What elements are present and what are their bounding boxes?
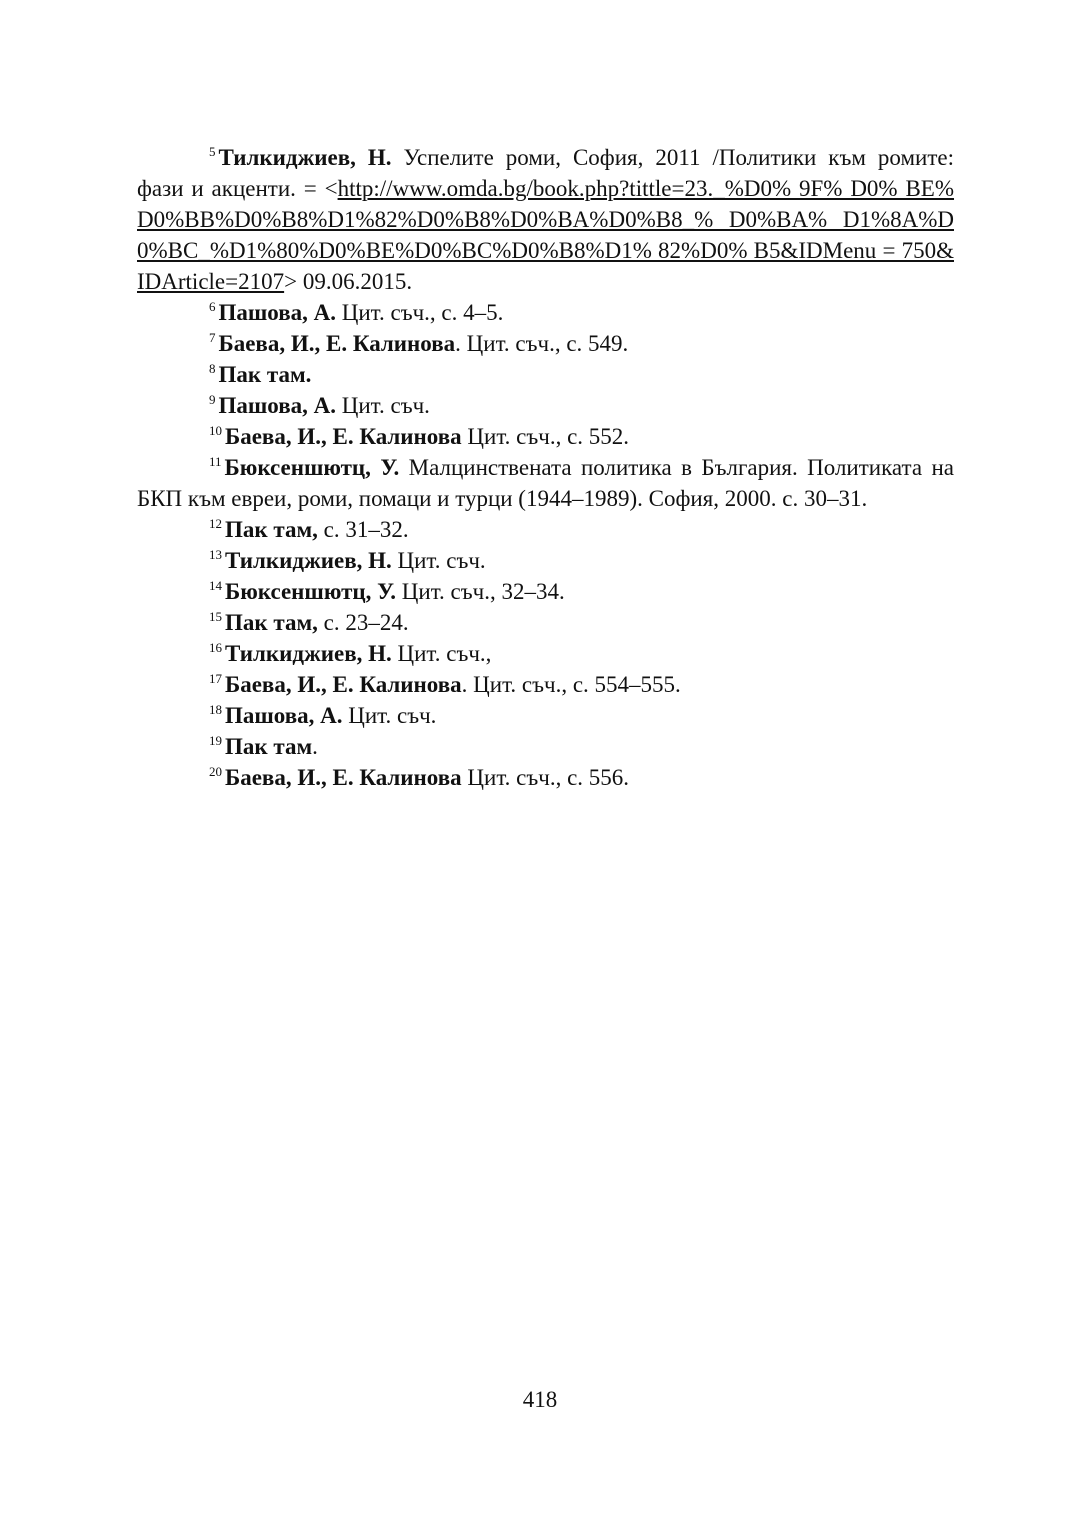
footnote-access-date: > 09.06.2015. [284,269,413,294]
footnote-number: 5 [209,144,216,159]
footnote [137,359,954,390]
footnote-text: Цит. съч., с. 556. [461,765,630,790]
footnote-text: Цит. съч. [342,703,437,728]
footnote-author: Тилкиджиев, Н. [225,548,392,573]
footnote [137,638,954,669]
footnote [137,328,954,359]
footnote-text: с. 23–24. [317,610,409,635]
footnote-text: Цит. съч. [336,393,430,418]
footnote [137,731,954,762]
footnote-number: 11 [209,454,222,469]
footnote-number: 13 [209,547,222,562]
footnote-author: Пак там [225,734,313,759]
footnotes-list [137,142,954,793]
footnote-text: . Цит. съч., с. 554–555. [461,672,681,697]
footnote-author: Пашова, А. [225,703,343,728]
footnote-number: 8 [209,361,216,376]
footnote-author: Баева, И., Е. Калинова [225,424,462,449]
footnote [137,762,954,793]
footnote [137,669,954,700]
footnote [137,452,954,514]
footnote-text: Цит. съч., 32–34. [396,579,565,604]
footnote-number: 12 [209,516,222,531]
footnote-number: 15 [209,609,222,624]
footnote [137,390,954,421]
footnote-number: 14 [209,578,222,593]
footnote [137,297,954,328]
footnote-url-link[interactable]: http://www.omda.bg/book.php?tittle=23._%D0% 9F% D0% BE%D0%BB%D0%B8%D1%82%D0%B8%D0%BA%D0%B8_% D0%BA% D1%8A%D0%BC_%D1%80%D0%BE%D0%BC%D0%B8%D1% 82%D0% B5&IDMenu = 750&IDArticle=2107 [137,176,955,294]
footnote-text: . Цит. съч., с. 549. [455,331,629,356]
footnote-text: Цит. съч., [391,641,492,666]
footnote-number: 19 [209,733,222,748]
footnote-text: Цит. съч., с. 4–5. [336,300,504,325]
footnote-author: Баева, И., Е. Калинова [225,765,462,790]
footnote-number: 6 [209,299,216,314]
footnote-author: Тилкиджиев, Н. [218,145,392,170]
footnote-author: Пашова, А. [218,393,337,418]
footnote-number: 9 [209,392,216,407]
footnote [137,142,954,297]
footnote-author: Тилкиджиев, Н. [225,641,392,666]
footnote-number: 16 [209,640,222,655]
footnote [137,576,954,607]
footnote-text: Малцинствената политика в България. Политиката на БКП към евреи, роми, помаци и турци (1944–1989). София, 2000. с. 30–31. [137,455,954,511]
footnote [137,700,954,731]
footnote [137,607,954,638]
footnote-author: Пак там. [218,362,312,387]
footnote-author: Пак там, [225,610,318,635]
footnote [137,545,954,576]
footnote-number: 20 [209,764,222,779]
footnote-text: . [312,734,318,759]
footnote-text: с. 31–32. [317,517,409,542]
footnote-text: Цит. съч. [391,548,486,573]
footnote [137,514,954,545]
footnote-number: 7 [209,330,216,345]
page-number: 418 [522,1387,558,1412]
footnote-number: 10 [209,423,222,438]
footnote-text: Цит. съч., с. 552. [461,424,630,449]
footnote-number: 17 [209,671,222,686]
footnote-author: Бюксеншютц, У. [224,455,400,480]
footnote-author: Баева, И., Е. Калинова [225,672,462,697]
footnote-author: Пак там, [225,517,318,542]
footnote-author: Баева, И., Е. Калинова [218,331,456,356]
footnote-author: Бюксеншютц, У. [225,579,397,604]
footnote-author: Пашова, А. [218,300,337,325]
footnote-text: Успелите роми, София, 2011 /Политики към ромите: фази и акценти. = < [137,145,954,201]
footnote-number: 18 [209,702,222,717]
footnote [137,421,954,452]
